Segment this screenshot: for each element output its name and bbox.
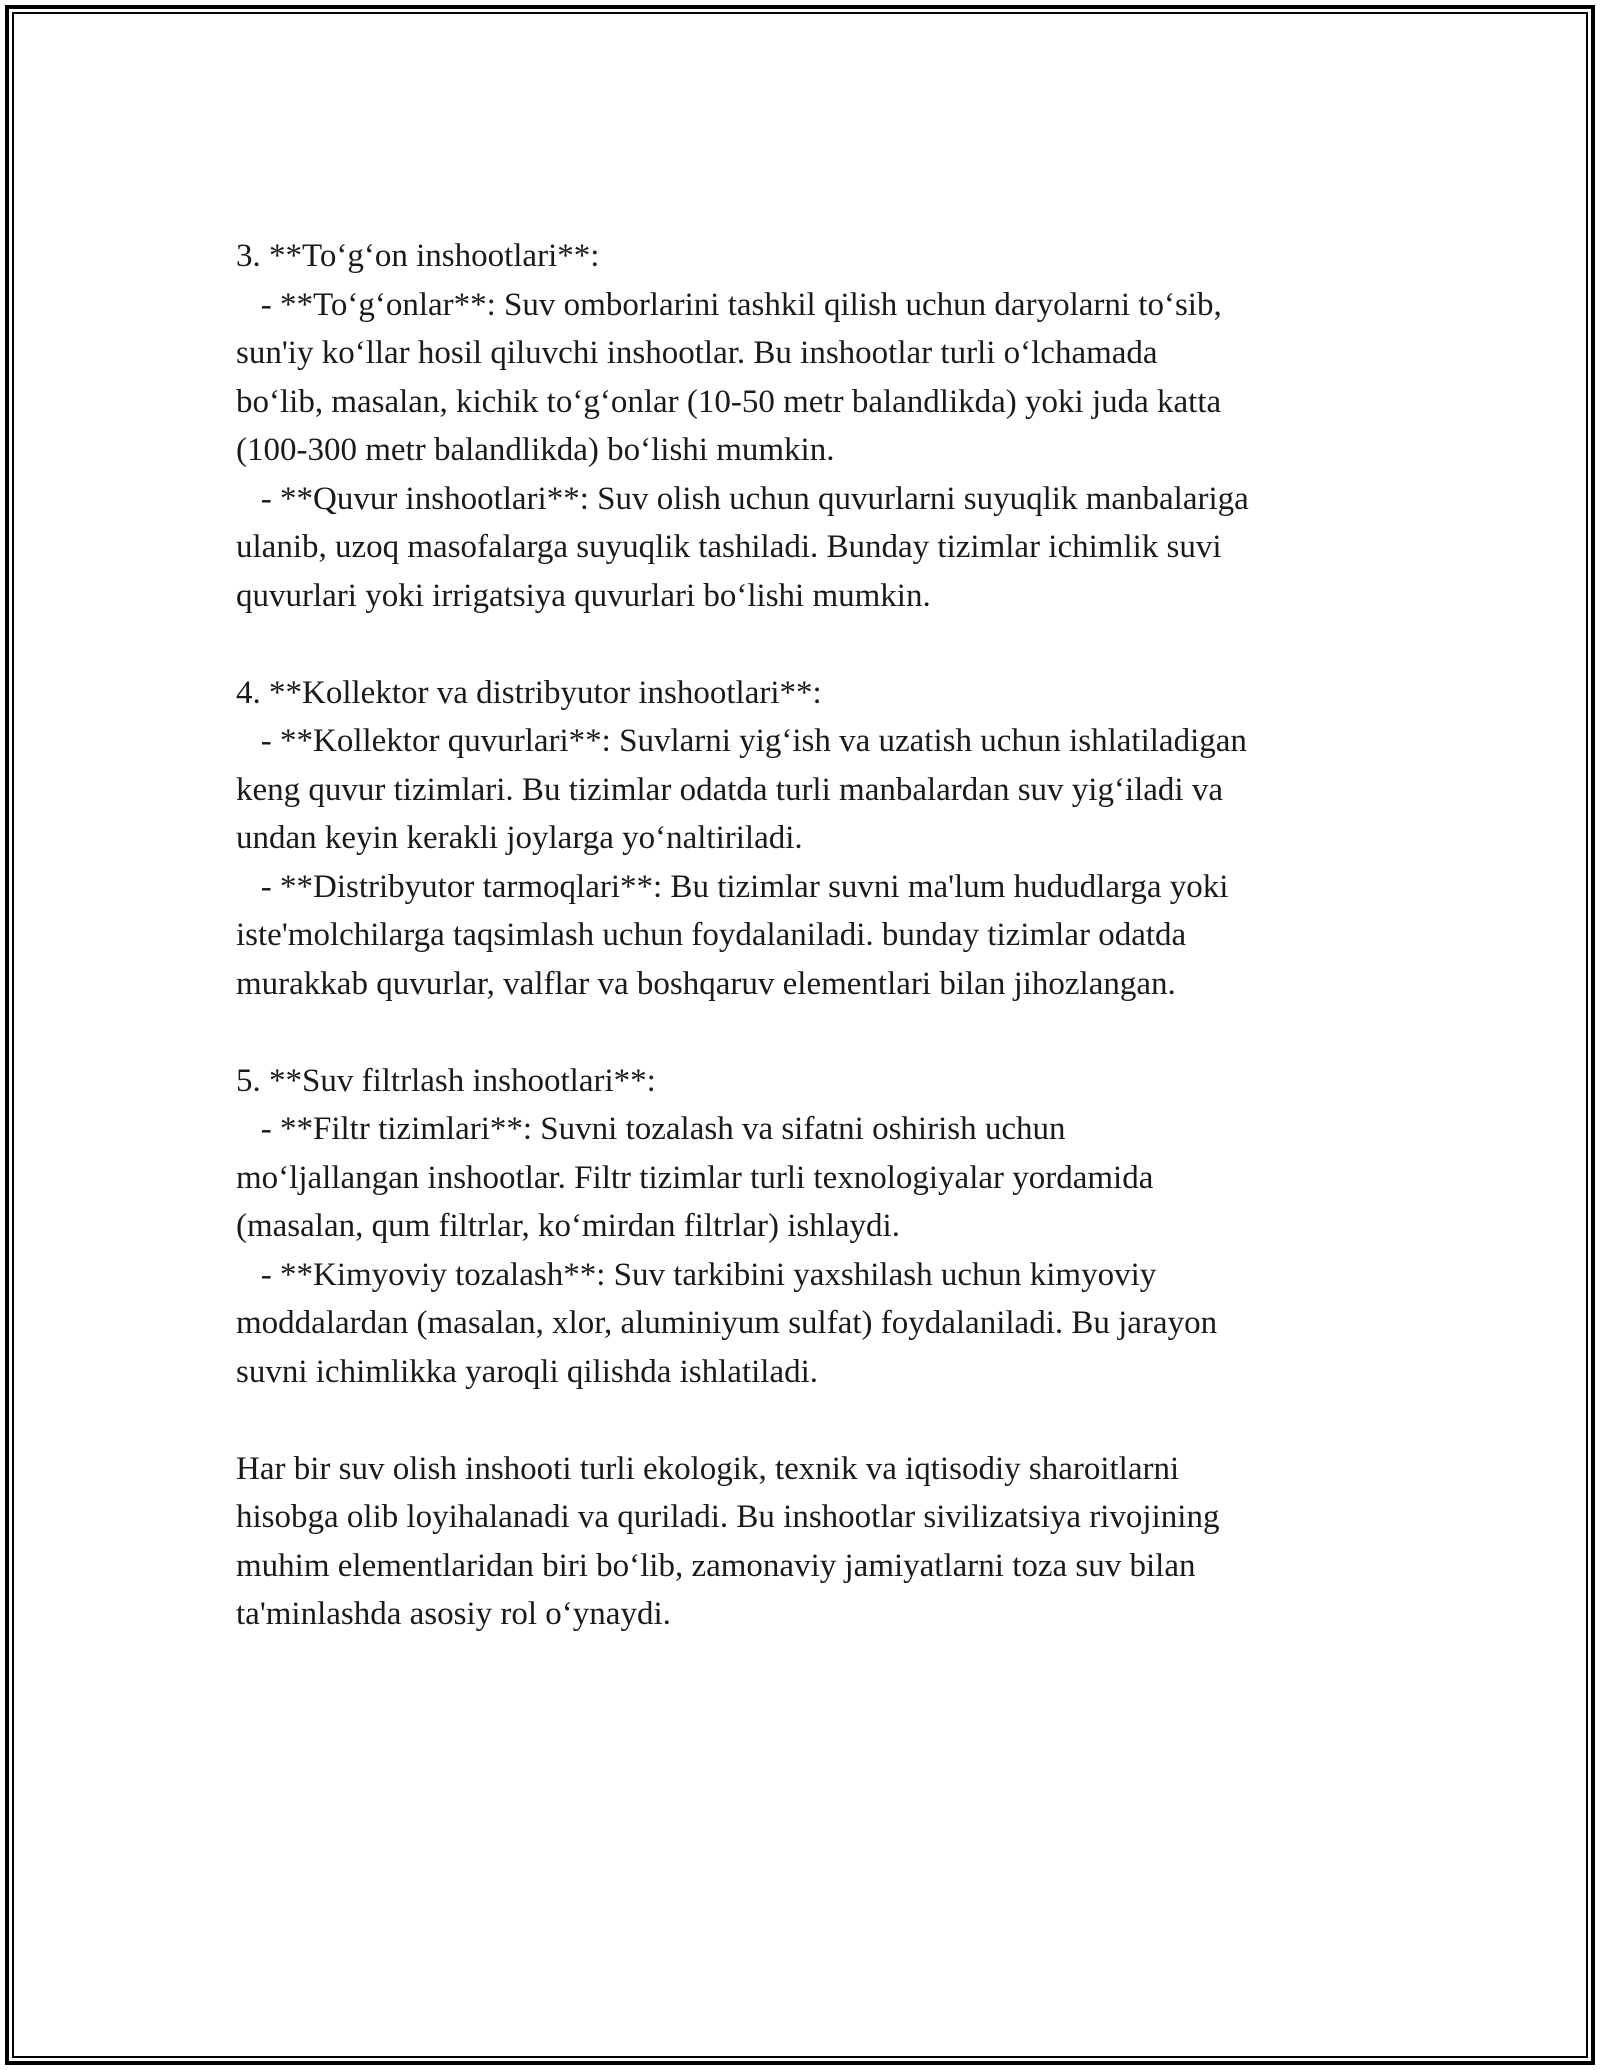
section-3 (236, 232, 1396, 620)
paragraph-line: bo‘lib, masalan, kichik to‘g‘onlar (10-50 metr balandlikda) yoki juda katta (236, 383, 1222, 420)
list-item (236, 717, 1396, 863)
conclusion-paragraph (236, 1445, 1396, 1639)
paragraph-line: ta'minlashda asosiy rol o‘ynaydi. (236, 1596, 671, 1632)
paragraph-line: - **To‘g‘onlar**: Suv omborlarini tashkil qilish uchun daryolarni to‘sib, (236, 286, 1222, 323)
paragraph-line: sun'iy ko‘llar hosil qiluvchi inshootlar. Bu inshootlar turli o‘lchamada (236, 335, 1158, 371)
section-heading: 5. **Suv filtrlash inshootlari**: (236, 1062, 656, 1099)
section-4 (236, 669, 1396, 1009)
paragraph-line: moddalardan (masalan, xlor, aluminiyum sulfat) foydalaniladi. Bu jarayon (236, 1305, 1218, 1341)
list-item (236, 475, 1396, 621)
paragraph-line: - **Kollektor quvurlari**: Suvlarni yig‘ish va uzatish uchun ishlatiladigan (236, 723, 1247, 759)
list-item (236, 1105, 1396, 1251)
paragraph-line: quvurlari yoki irrigatsiya quvurlari bo‘lishi mumkin. (236, 577, 931, 614)
paragraph-line: iste'molchilarga taqsimlash uchun foydalaniladi. bunday tizimlar odatda (236, 917, 1187, 953)
paragraph-line: - **Filtr tizimlari**: Suvni tozalash va sifatni oshirish uchun (236, 1111, 1066, 1147)
paragraph-line: keng quvur tizimlari. Bu tizimlar odatda turli manbalardan suv yig‘iladi va (236, 771, 1223, 808)
list-item (236, 1251, 1396, 1397)
paragraph-line: ulanib, uzoq masofalarga suyuqlik tashiladi. Bunday tizimlar ichimlik suvi (236, 529, 1222, 565)
paragraph-line: - **Kimyoviy tozalash**: Suv tarkibini yaxshilash uchun kimyoviy (236, 1256, 1157, 1293)
paragraph-line: - **Distribyutor tarmoqlari**: Bu tizimlar suvni ma'lum hududlarga yoki (236, 868, 1229, 905)
paragraph-line: (masalan, qum filtrlar, ko‘mirdan filtrlar) ishlaydi. (236, 1208, 900, 1244)
document-body (236, 232, 1396, 1639)
section-spacer (236, 1396, 1396, 1445)
paragraph-line: undan keyin kerakli joylarga yo‘naltiriladi. (236, 820, 803, 856)
section-spacer (236, 620, 1396, 669)
list-item (236, 863, 1396, 1009)
paragraph-line: murakkab quvurlar, valflar va boshqaruv elementlari bilan jihozlangan. (236, 965, 1176, 1002)
paragraph-line: (100-300 metr balandlikda) bo‘lishi mumkin. (236, 432, 835, 468)
section-spacer (236, 1008, 1396, 1057)
paragraph-line: mo‘ljallangan inshootlar. Filtr tizimlar turli texnologiyalar yordamida (236, 1159, 1154, 1196)
paragraph-line: Har bir suv olish inshooti turli ekologik, texnik va iqtisodiy sharoitlarni (236, 1450, 1180, 1487)
paragraph-line: - **Quvur inshootlari**: Suv olish uchun quvurlarni suyuqlik manbalariga (236, 480, 1249, 517)
section-heading: 3. **To‘g‘on inshootlari**: (236, 238, 600, 274)
paragraph-line: suvni ichimlikka yaroqli qilishda ishlatiladi. (236, 1353, 819, 1390)
list-item (236, 281, 1396, 475)
section-heading: 4. **Kollektor va distribyutor inshootlari**: (236, 674, 822, 711)
paragraph-line: hisobga olib loyihalanadi va quriladi. Bu inshootlar sivilizatsiya rivojining (236, 1499, 1220, 1535)
paragraph-line: muhim elementlaridan biri bo‘lib, zamonaviy jamiyatlarni toza suv bilan (236, 1547, 1196, 1584)
section-5 (236, 1057, 1396, 1397)
